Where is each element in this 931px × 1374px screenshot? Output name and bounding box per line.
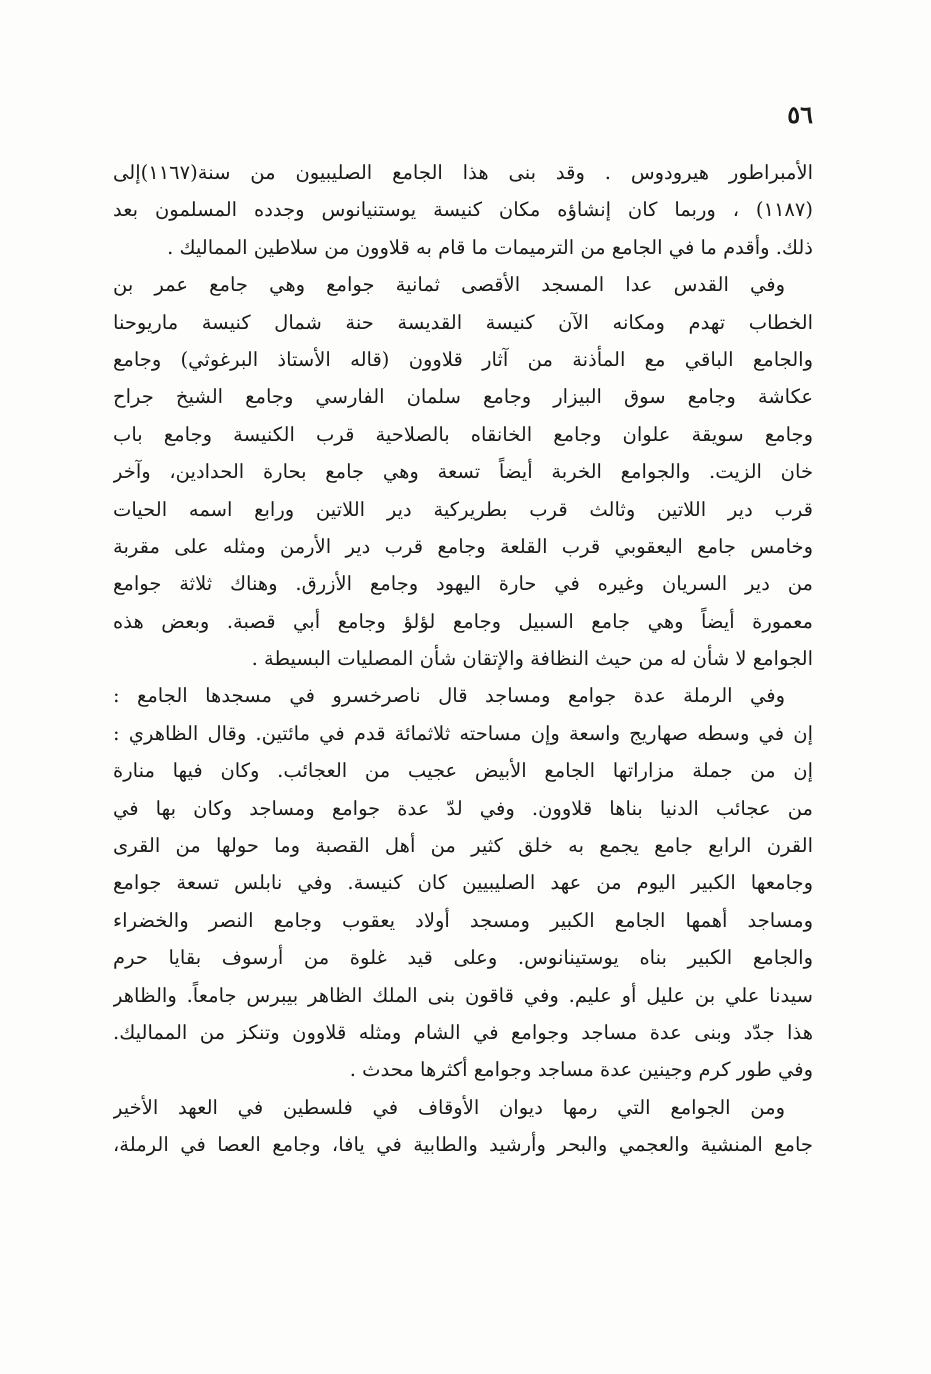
text-line: من عجائب الدنيا بناها قلاوون. وفي لدّ عدة جوامع ومساجد وكان بها في	[113, 796, 813, 820]
text-line: جامع المنشية والعجمي والبحر وأرشيد والطابية في يافا، وجامع العصا في الرملة،	[113, 1133, 813, 1157]
text-line: إن في وسطه صهاريج واسعة وإن مساحته ثلاثمائة قدم في مائتين. وقال الظاهري :	[113, 721, 813, 745]
text-line: قرب دير اللاتين وثالث قرب بطريركية دير اللاتين ورابع اسمه الحيات	[113, 497, 813, 521]
text-line: وجامع سويقة علوان وجامع الخانقاه بالصلاحية قرب الكنيسة وجامع باب	[113, 422, 813, 446]
text-line: من دير السريان وغيره في حارة اليهود وجامع الأزرق. وهناك ثلاثة جوامع	[113, 572, 813, 596]
paragraph	[113, 154, 813, 266]
text-line: وفي طور كرم وجينين عدة مساجد وجوامع أكثرها محدث .	[349, 1058, 813, 1082]
text-line: هذا جدّد وبنى عدة مساجد وجوامع في الشام ومثله قلاوون وتنكز من المماليك.	[113, 1020, 813, 1044]
text-line: وفي الرملة عدة جوامع ومساجد قال ناصرخسرو في مسجدها الجامع :	[113, 684, 785, 708]
text-line: القرن الرابع جامع يجمع به خلق كثير من أهل القصبة وما حولها من القرى	[113, 834, 813, 858]
text-line: والجامع الكبير بناه يوستينانوس. وعلى قيد غلوة من أرسوف بقايا حرم	[113, 946, 813, 970]
text-line: والجامع الباقي مع المأذنة من آثار قلاوون (قاله الأستاذ البرغوثي) وجامع	[113, 347, 813, 371]
text-line: عكاشة وجامع سوق البيزار وجامع سلمان الفارسي وجامع الشيخ جراح	[113, 385, 813, 409]
text-line: وخامس جامع اليعقوبي قرب القلعة وجامع قرب دير الأرمن ومثله على مقربة	[113, 534, 813, 558]
text-line: معمورة أيضاً وهي جامع السبيل وجامع لؤلؤ وجامع أبي قصبة. وبعض هذه	[113, 609, 813, 633]
paragraph	[113, 677, 813, 1088]
page-number: ٥٦	[787, 100, 813, 129]
text-line: ومساجد أهمها الجامع الكبير ومسجد أولاد يعقوب وجامع النصر والخضراء	[113, 908, 813, 932]
text-line: الجوامع لا شأن له من حيث النظافة والإتقان شأن المصليات البسيطة .	[251, 647, 813, 671]
text-line: إن من جملة مزاراتها الجامع الأبيض عجيب من العجائب. وكان فيها منارة	[113, 759, 813, 783]
text-line: سيدنا علي بن عليل أو عليم. وفي قاقون بنى الملك الظاهر بيبرس جامعاً. والظاهر	[113, 983, 813, 1007]
text-line: الأمبراطور هيرودوس . وقد بنى هذا الجامع الصليبيون من سنة(١١٦٧)إلى	[113, 161, 813, 184]
text-line: ذلك. وأقدم ما في الجامع من الترميمات ما قام به قلاوون من سلاطين المماليك .	[167, 235, 813, 259]
body-text	[113, 154, 813, 1164]
text-line: الخطاب تهدم ومكانه الآن كنيسة القديسة حنة شمال كنيسة ماريوحنا	[113, 310, 813, 334]
text-line: ومن الجوامع التي رمها ديوان الأوقاف في فلسطين في العهد الأخير	[113, 1095, 785, 1119]
text-line: خان الزيت. والجوامع الخربة أيضاً تسعة وهي جامع بحارة الحدادين، وآخر	[113, 460, 813, 484]
paragraph	[113, 266, 813, 677]
text-line: (١١٨٧) ، وربما كان إنشاؤه مكان كنيسة يوستنيانوس وجدده المسلمون بعد	[113, 198, 813, 222]
paragraph	[113, 1089, 813, 1164]
text-line: وجامعها الكبير اليوم من عهد الصليبيين كان كنيسة. وفي نابلس تسعة جوامع	[113, 871, 813, 895]
text-line: وفي القدس عدا المسجد الأقصى ثمانية جوامع وهي جامع عمر بن	[113, 273, 785, 297]
